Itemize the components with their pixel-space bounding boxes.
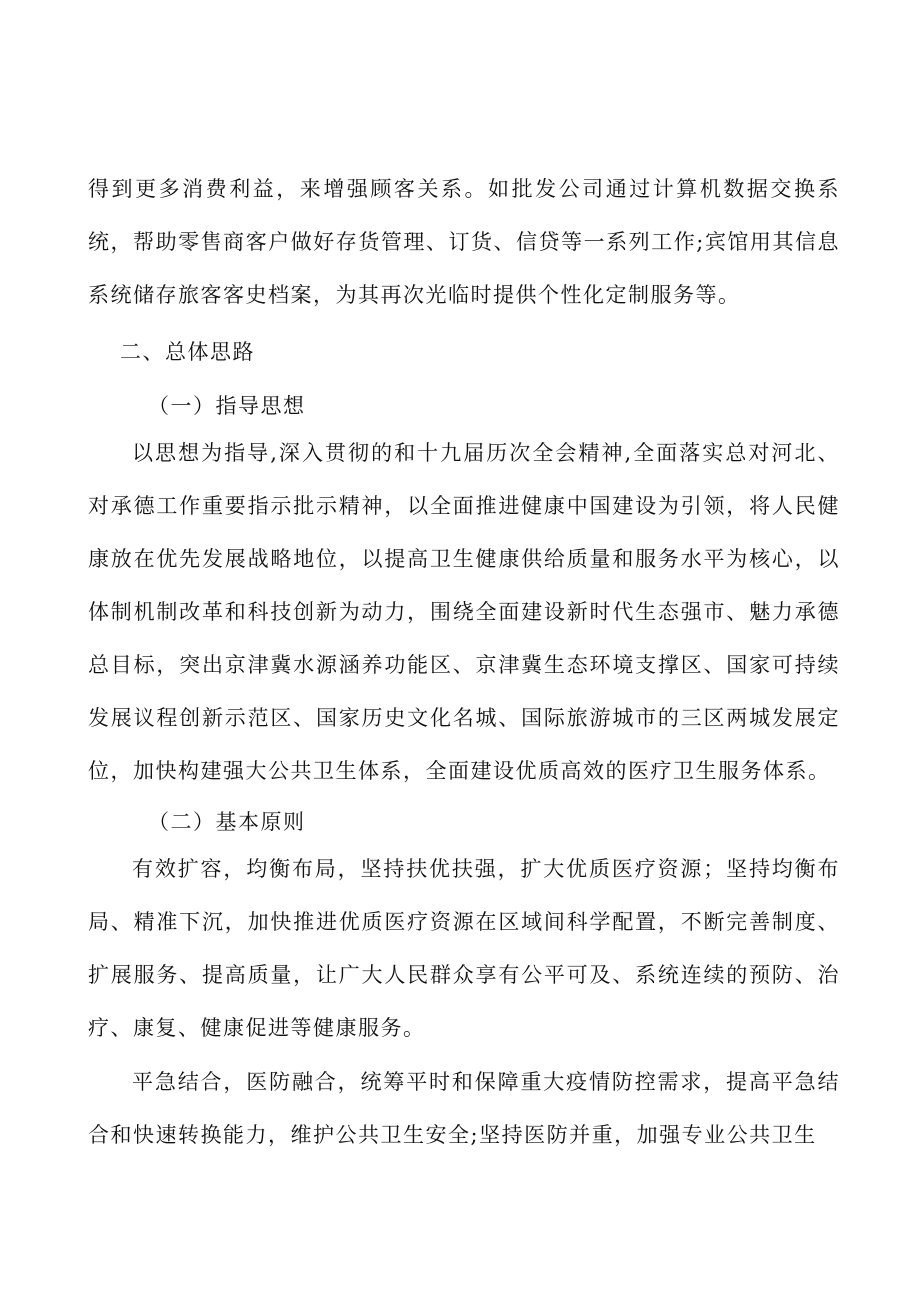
paragraph-intro-continuation: 得到更多消费利益，来增强顾客关系。如批发公司通过计算机数据交换系统，帮助零售商客户做好存货管理、订货、信贷等一系列工作;宾馆用其信息系统储存旅客客史档案，为其再次光临时提供个性化定制服务等。 [88, 177, 840, 307]
paragraph-principle-expansion: 有效扩容，均衡布局，坚持扶优扶强，扩大优质医疗资源；坚持均衡布局、精准下沉，加快推进优质医疗资源在区域间科学配置，不断完善制度、扩展服务、提高质量，让广大人民群众享有公平可及、系统连续的预防、治疗、康复、健康促进等健康服务。 [88, 857, 840, 1040]
section-heading-overall-approach: 二、总体思路 [120, 340, 255, 364]
paragraph-guiding-ideology: 以思想为指导,深入贯彻的和十九届历次全会精神,全面落实总对河北、对承德工作重要指示批示精神，以全面推进健康中国建设为引领，将人民健康放在优先发展战略地位，以提高卫生健康供给质量和服务水平为核心，以体制机制改革和科技创新为动力，围绕全面建设新时代生态强市、魅力承德总目标，突出京津冀水源涵养功能区、京津冀生态环境支撑区、国家可持续发展议程创新示范区、国家历史文化名城、国际旅游城市的三区两城发展定位，加快构建强大公共卫生体系，全面建设优质高效的医疗卫生服务体系。 [88, 441, 840, 783]
paragraph-principle-emergency: 平急结合，医防融合，统筹平时和保障重大疫情防控需求，提高平急结合和快速转换能力，维护公共卫生安全;坚持医防并重，加强专业公共卫生 [88, 1070, 840, 1147]
subsection-heading-basic-principles: （二）基本原则 [148, 810, 306, 834]
subsection-heading-guiding-ideology: （一）指导思想 [148, 394, 306, 418]
